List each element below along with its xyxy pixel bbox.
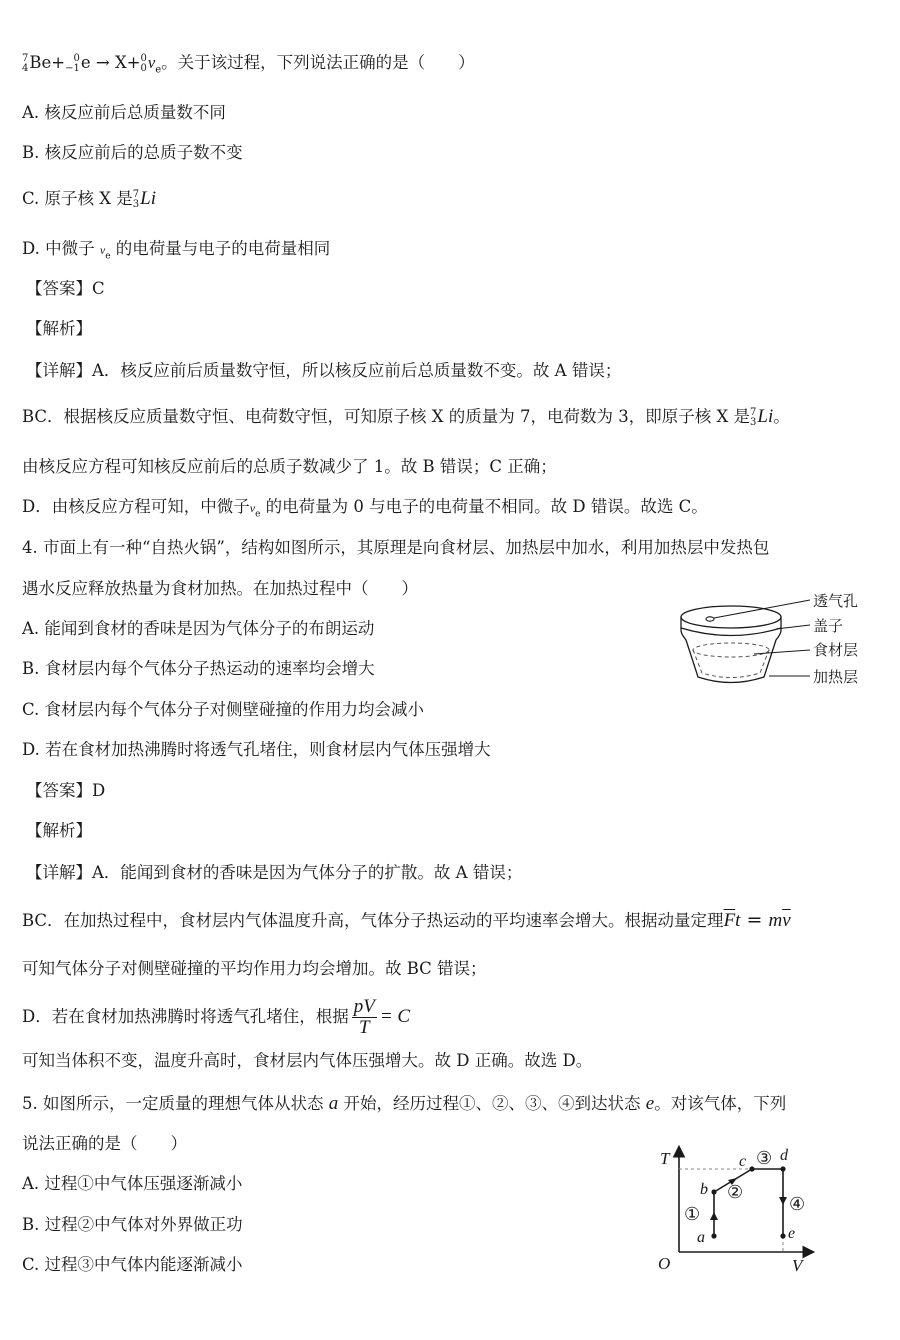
hotpot-figure bbox=[676, 588, 876, 696]
q4-option-b: B. 食材层内每个气体分子热运动的速率均会增大 bbox=[22, 659, 375, 678]
axis-v-label: V bbox=[792, 1256, 803, 1275]
q4-detail-d: D．若在食材加热沸腾时将透气孔堵住，根据 $\frac{pV}{T}$ = C bbox=[22, 996, 411, 1038]
q4-stem-line-1: 4. 市面上有一种“自热火锅”，结构如图所示，其原理是向食材层、加热层中加水，利用加热层中发热包 bbox=[22, 538, 770, 557]
point-d bbox=[780, 1166, 785, 1171]
eq-x: X+ bbox=[114, 53, 141, 72]
q3-analysis-heading: 【解析】 bbox=[26, 319, 92, 338]
label-d: d bbox=[780, 1147, 788, 1164]
q4-detail-bc-2: 可知气体分子对侧壁碰撞的平均作用力均会增加。故 BC 错误； bbox=[22, 959, 487, 978]
point-a bbox=[711, 1233, 716, 1238]
origin-label: O bbox=[658, 1254, 671, 1273]
label-b: b bbox=[700, 1181, 708, 1198]
q4-detail-a: 【详解】A．能闻到食材的香味是因为气体分子的扩散。故 A 错误； bbox=[26, 863, 523, 882]
label-lid: 盖子 bbox=[813, 617, 844, 635]
label-a: a bbox=[697, 1229, 705, 1246]
q4-option-a: A. 能闻到食材的香味是因为气体分子的布朗运动 bbox=[22, 619, 375, 638]
food-layer-top bbox=[693, 643, 769, 657]
q5-option-a: A. 过程①中气体压强逐渐减小 bbox=[22, 1174, 243, 1193]
eq-arrow: → bbox=[95, 53, 110, 72]
q3-answer: 【答案】C bbox=[26, 279, 105, 298]
eq-be: Be+ bbox=[29, 53, 66, 72]
q3-option-d: D. 中微子 $\nu_e$ 的电荷量与电子的电荷量相同 bbox=[22, 239, 331, 262]
q4-analysis-heading: 【解析】 bbox=[26, 821, 92, 840]
label-process-3: ③ bbox=[756, 1148, 773, 1169]
q4-option-d: D. 若在食材加热沸腾时将透气孔堵住，则食材层内气体压强增大 bbox=[22, 740, 491, 759]
q3-stem: 7 4 Be+ 0 −1 e → X+ 0 0 $\nu_e$。关于该过程，下列说法正确的是（ ） bbox=[22, 52, 475, 76]
gas-law-fraction: $\frac{pV}{T}$ bbox=[353, 996, 375, 1038]
label-process-4: ④ bbox=[789, 1194, 806, 1215]
q3-detail-d: D．由核反应方程可知，中微子$\nu_e$ 的电荷量为 0 与电子的电荷量不相同。故 D 错误。故选 C。 bbox=[22, 497, 708, 520]
point-e bbox=[780, 1233, 785, 1238]
q3-option-b: B. 核反应前后的总质子数不变 bbox=[22, 143, 243, 162]
t-v-graph bbox=[652, 1140, 822, 1275]
lid-top bbox=[681, 606, 781, 628]
q4-answer: 【答案】D bbox=[26, 781, 106, 800]
label-food-layer: 食材层 bbox=[813, 641, 859, 659]
q4-option-c: C. 食材层内每个气体分子对侧壁碰撞的作用力均会减小 bbox=[22, 700, 425, 719]
q3-stem-tail: 。关于该过程，下列说法正确的是（ ） bbox=[161, 53, 475, 72]
formula-f: $\overline{F}$ bbox=[723, 910, 736, 931]
label-process-1: ① bbox=[684, 1204, 701, 1225]
axis-t-label: T bbox=[660, 1149, 670, 1168]
q4-detail-d-2: 可知当体积不变，温度升高时，食材层内气体压强增大。故 D 正确。故选 D。 bbox=[22, 1051, 593, 1070]
label-process-2: ② bbox=[727, 1182, 744, 1203]
q3-detail-bc-2: 由核反应方程可知核反应前后的总质子数减少了 1。故 B 错误；C 正确； bbox=[22, 457, 557, 476]
vent-hole-icon bbox=[706, 617, 714, 621]
eq-nu: ν bbox=[147, 53, 156, 72]
q3-option-c: C. 原子核 X 是 7 3 Li bbox=[22, 188, 156, 210]
lid-rim bbox=[681, 628, 781, 636]
q5-stem-line-2: 说法正确的是（ ） bbox=[22, 1134, 187, 1153]
q5-stem-line-1: 5. 如图所示，一定质量的理想气体从状态 a 开始，经历过程①、②、③、④到达状态 e。对该气体，下列 bbox=[22, 1093, 787, 1114]
label-vent: 透气孔 bbox=[813, 592, 859, 610]
q5-option-b: B. 过程②中气体对外界做正功 bbox=[22, 1215, 243, 1234]
label-c: c bbox=[739, 1153, 747, 1170]
label-heating-layer: 加热层 bbox=[813, 668, 859, 686]
eq-e: e bbox=[80, 53, 91, 72]
q3-detail-bc: BC．根据核反应质量数守恒、电荷数守恒，可知原子核 X 的质量为 7，电荷数为 3，即原子核 X 是 7 3 Li。 bbox=[22, 406, 790, 428]
q3-option-a: A. 核反应前后总质量数不同 bbox=[22, 103, 226, 122]
q4-detail-bc: BC．在加热过程中，食材层内气体温度升高，气体分子热运动的平均速率会增大。根据动量定理$\overline{F}t = m\overline{v}$ bbox=[22, 909, 791, 931]
point-b bbox=[711, 1189, 716, 1194]
q4-stem-line-2: 遇水反应释放热量为食材加热。在加热过程中（ ） bbox=[22, 579, 418, 598]
q5-option-c: C. 过程③中气体内能逐渐减小 bbox=[22, 1255, 243, 1274]
point-c bbox=[749, 1166, 754, 1171]
q3-detail-a: 【详解】A．核反应前后质量数守恒，所以核反应前后总质量数不变。故 A 错误； bbox=[26, 361, 622, 380]
label-e: e bbox=[788, 1225, 796, 1242]
